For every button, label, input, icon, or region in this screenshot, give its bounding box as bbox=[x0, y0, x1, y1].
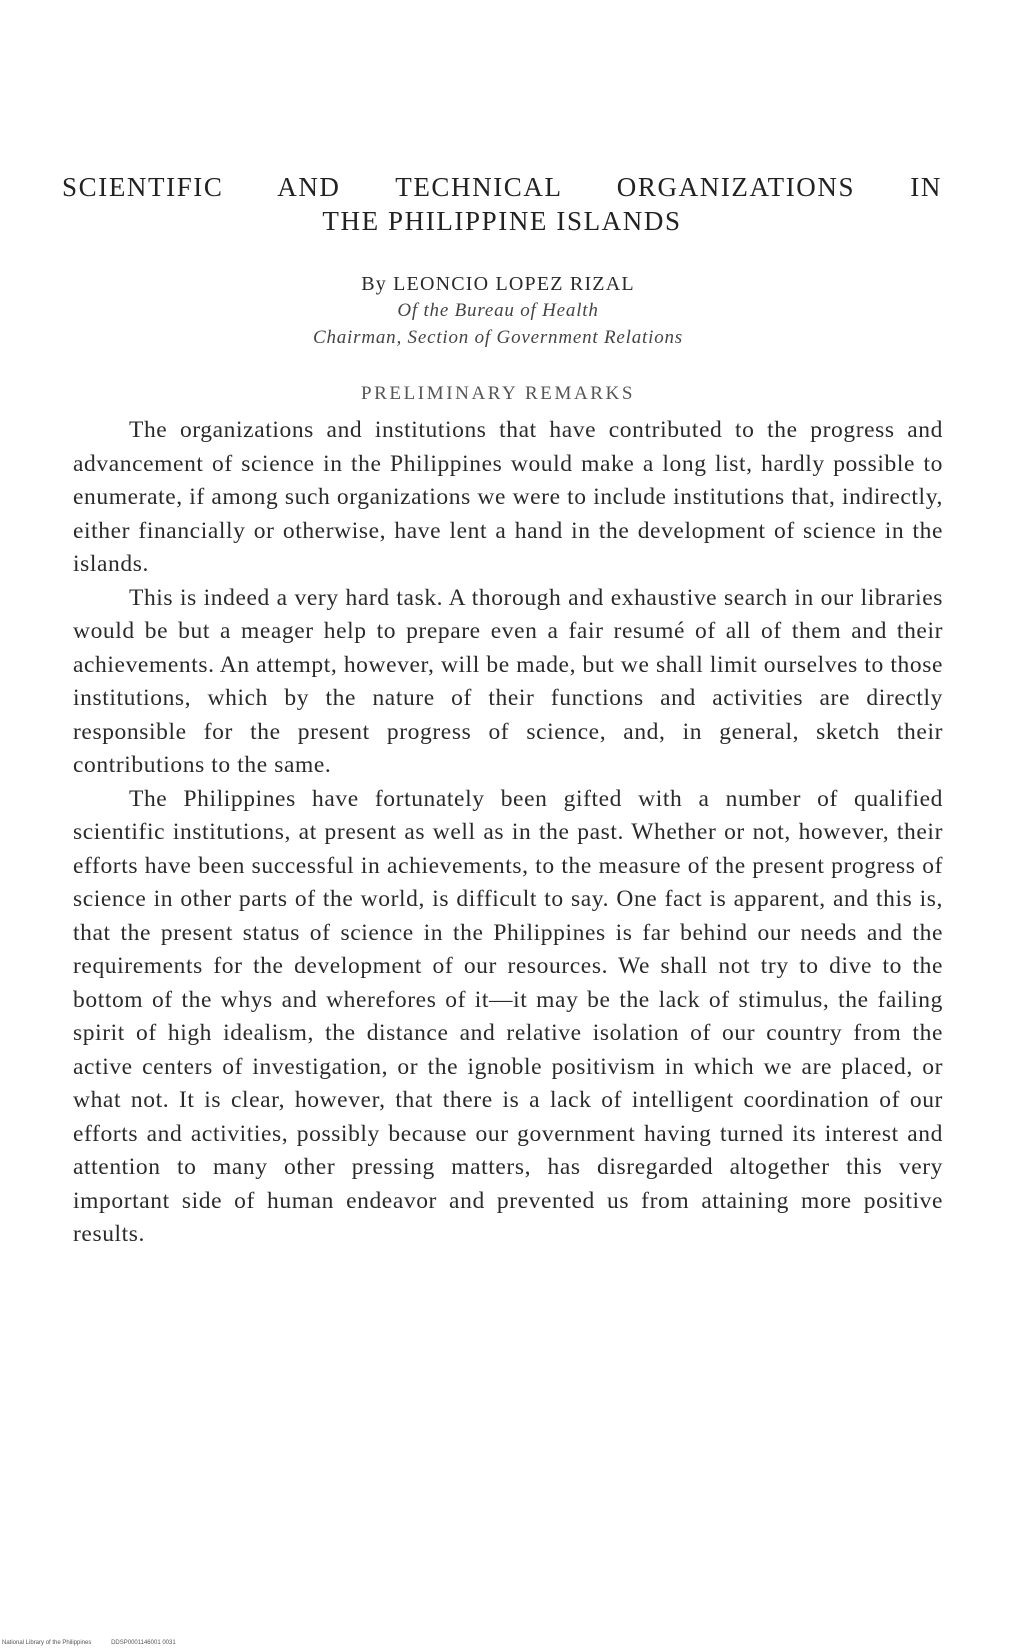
paragraph: This is indeed a very hard task. A thorough and exhaustive search in our libraries would be but a meager help to prepare even a fair resumé of all of them and their achievements. An attempt, however, will be made, but we shall limit ourselves to those institutions, which by the nature of their functions and activities are directly responsible for the present progress of science, and, in general, sketch their contributions to the same. bbox=[73, 584, 943, 778]
article-title bbox=[62, 170, 942, 238]
author-affiliation: Of the Bureau of Health bbox=[397, 300, 599, 321]
author-role: Chairman, Section of Government Relations bbox=[312, 327, 683, 348]
body-text bbox=[73, 414, 943, 1252]
title-line-1: SCIENTIFIC AND TECHNICAL ORGANIZATIONS IN bbox=[62, 172, 942, 202]
paragraph: The Philippines have fortunately been gifted with a number of qualified scientific institutions, at present as well as in the past. Whether or not, however, their efforts have been successful in achievements, to the measure of the present progress of science in other parts of the world, is difficult to say. One fact is apparent, and this is, that the present status of science in the Philippines is far behind our needs and the requirements for the development of our resources. We shall not try to dive to the bottom of the whys and wherefores of it—it may be the lack of stimulus, the failing spirit of high idealism, the distance and relative isolation of our country from the active centers of investigation, or the ignoble positivism in which we are placed, or what not. It is clear, however, that there is a lack of intelligent coordination of our efforts and activities, possibly because our government having turned its interest and attention to many other pressing matters, has disregarded altogether this very important side of human endeavor and prevented us from attaining more positive results. bbox=[73, 785, 943, 1247]
author-byline: By LEONCIO LOPEZ RIZAL bbox=[361, 273, 635, 295]
footer-id: DDSP0001146001 0031 bbox=[111, 1640, 176, 1646]
paragraph: The organizations and institutions that have contributed to the progress and advancement of science in the Philippines would make a long list, hardly possible to enumerate, if among such organizations we were to include institutions that, indirectly, either financially or otherwise, have lent a hand in the development of science in the islands. bbox=[73, 417, 943, 577]
title-line-2: THE PHILIPPINE ISLANDS bbox=[322, 206, 682, 236]
footer-source: National Library of the Philippines bbox=[2, 1640, 92, 1646]
section-heading: PRELIMINARY REMARKS bbox=[360, 383, 636, 404]
scan-footer bbox=[2, 1640, 194, 1646]
